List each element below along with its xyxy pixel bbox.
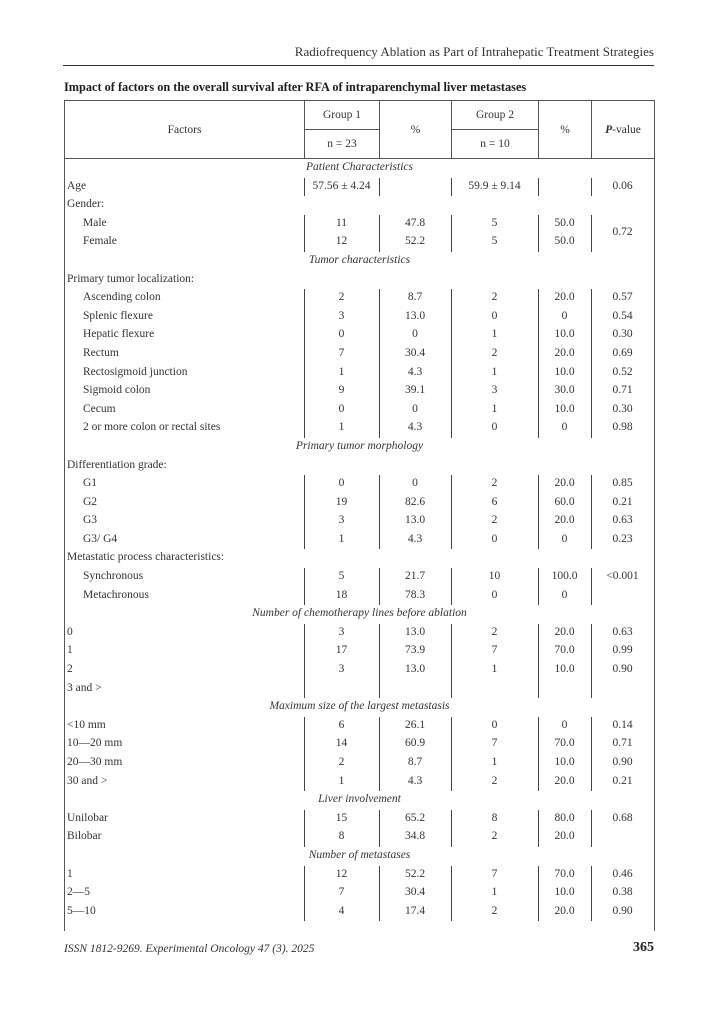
- factor-label: Bilobar: [67, 830, 102, 843]
- group2-percent: 10.0: [554, 365, 575, 378]
- group2-percent: 0: [561, 588, 568, 601]
- column-divider: [451, 680, 452, 699]
- group1-percent: 21.7: [404, 570, 426, 583]
- group-label-row: [65, 271, 654, 290]
- factor-label: 30 and >: [67, 774, 108, 787]
- table-row: [65, 326, 654, 345]
- group1-count: 5: [338, 570, 345, 583]
- header-pvalue-p: P: [605, 123, 613, 136]
- group2-count: 2: [491, 830, 498, 843]
- p-value: 0.90: [612, 904, 633, 917]
- table-row: [65, 773, 654, 792]
- group2-percent: 50.0: [554, 216, 575, 229]
- p-value: 0.14: [612, 718, 633, 731]
- factor-label: G1: [83, 477, 98, 490]
- table-body: [65, 159, 654, 921]
- group2-percent: 20.0: [554, 514, 575, 527]
- section-header-row: [65, 698, 654, 717]
- group1-count: 14: [335, 737, 348, 750]
- group2-count: 2: [491, 346, 498, 359]
- section-header-row: [65, 605, 654, 624]
- group2-count: 1: [491, 402, 498, 415]
- group2-percent: 0: [561, 309, 568, 322]
- group2-percent: 80.0: [554, 811, 575, 824]
- group1-count: 19: [335, 495, 348, 508]
- section-header-row: [65, 847, 654, 866]
- factor-label: Rectosigmoid junction: [83, 365, 188, 378]
- factor-label: G3/ G4: [83, 532, 118, 545]
- group2-percent: 30.0: [554, 384, 575, 397]
- column-divider: [591, 587, 592, 606]
- table-row: [65, 289, 654, 308]
- group2-percent: 10.0: [554, 886, 575, 899]
- section-title: Liver involvement: [318, 793, 401, 806]
- group-label: Gender:: [67, 198, 105, 211]
- group1-count: 1: [338, 774, 345, 787]
- table-row: [65, 568, 654, 587]
- group1-count: 18: [335, 588, 348, 601]
- journal-footer: ISSN 1812-9269. Experimental Oncology 47 (3). 2025: [64, 943, 315, 955]
- group2-percent: 10.0: [554, 663, 575, 676]
- group-label-row: [65, 457, 654, 476]
- p-value: 0.68: [612, 811, 633, 824]
- factor-label: 3 and >: [67, 681, 102, 694]
- group2-percent: 20.0: [554, 625, 575, 638]
- p-value: 0.57: [612, 291, 633, 304]
- table-caption: Impact of factors on the overall survival after RFA of intraparenchymal liver metastases: [64, 80, 527, 94]
- p-value: 0.90: [612, 663, 633, 676]
- group1-count: 7: [338, 346, 345, 359]
- factor-label: 20—30 mm: [67, 756, 123, 768]
- group1-percent: 4.3: [407, 421, 423, 434]
- section-title: Tumor characteristics: [308, 253, 411, 266]
- table-row: [65, 903, 654, 922]
- group1-count: 8: [338, 830, 345, 843]
- group1-count: 12: [335, 235, 348, 248]
- page-number: 365: [633, 940, 654, 955]
- header-group1: [304, 101, 379, 158]
- header-pvalue: [591, 101, 654, 158]
- table-row: [65, 680, 654, 699]
- section-title: Patient Characteristics: [305, 161, 413, 173]
- group1-count: 3: [338, 663, 345, 676]
- group1-percent: 13.0: [404, 514, 426, 527]
- table-row: [65, 364, 654, 383]
- p-value: 0.69: [612, 346, 633, 359]
- group2-count: 6: [491, 495, 498, 508]
- group2-count: 5: [491, 235, 498, 248]
- table-row: [65, 382, 654, 401]
- table-row: [65, 754, 654, 773]
- group1-count: 3: [338, 625, 345, 638]
- section-title: Number of metastases: [308, 848, 411, 861]
- group2-percent: 10.0: [554, 402, 575, 415]
- p-value: 0.38: [612, 886, 633, 899]
- survival-factors-table: [64, 100, 655, 931]
- group1-count: 57.56 ± 4.24: [312, 179, 371, 192]
- table-row: [65, 661, 654, 680]
- group2-count: 2: [491, 477, 498, 490]
- table-row: [65, 531, 654, 550]
- table-row: [65, 178, 654, 197]
- table-row: [65, 735, 654, 754]
- group1-count: 2: [338, 291, 345, 304]
- table-row: [65, 624, 654, 643]
- group2-count: 2: [491, 514, 498, 527]
- table-row: [65, 587, 654, 606]
- column-divider: [304, 680, 305, 699]
- group2-count: 1: [491, 663, 498, 676]
- group1-percent: 82.6: [404, 495, 426, 508]
- factor-label: 1: [67, 644, 73, 657]
- group2-count: 0: [491, 421, 498, 434]
- group2-count: 0: [491, 309, 498, 322]
- group1-count: 11: [335, 216, 348, 229]
- group1-count: 6: [338, 718, 345, 731]
- group2-percent: 10.0: [554, 756, 575, 768]
- group2-percent: 0: [561, 718, 568, 731]
- group2-count: 3: [491, 384, 498, 397]
- header-group2-n: n = 10: [480, 137, 510, 150]
- header-pvalue-rest: -value: [612, 123, 641, 136]
- group2-percent: 20.0: [554, 774, 575, 787]
- group1-percent: 52.2: [404, 867, 426, 880]
- group1-percent: 13.0: [404, 663, 426, 676]
- header-group1-label: Group 1: [305, 101, 379, 130]
- group1-percent: 4.3: [407, 532, 423, 545]
- table-header: [65, 101, 654, 159]
- group2-count: 7: [491, 737, 498, 750]
- group1-count: 0: [338, 477, 345, 490]
- group2-percent: 0: [561, 532, 568, 545]
- group2-count: 2: [491, 774, 498, 787]
- group1-percent: 39.1: [404, 384, 426, 397]
- group-label-row: [65, 549, 654, 568]
- p-value: 0.23: [612, 532, 633, 545]
- group1-count: 2: [338, 756, 345, 768]
- p-value: 0.85: [612, 477, 633, 490]
- p-value: 0.06: [612, 179, 633, 192]
- group1-count: 0: [338, 402, 345, 415]
- group2-percent: 50.0: [554, 235, 575, 248]
- factor-label: 1: [67, 867, 73, 880]
- group2-count: 1: [491, 756, 498, 768]
- group2-percent: 20.0: [554, 477, 575, 490]
- factor-label: <10 mm: [67, 718, 106, 731]
- factor-label: Sigmoid colon: [83, 384, 151, 397]
- group2-count: 8: [491, 811, 498, 824]
- table-row: [65, 884, 654, 903]
- group1-percent: 30.4: [404, 886, 426, 899]
- column-divider: [538, 680, 539, 699]
- factor-label: 2—5: [67, 886, 90, 899]
- group2-count: 10: [488, 570, 501, 583]
- group1-count: 3: [338, 514, 345, 527]
- group2-count: 7: [491, 644, 498, 657]
- p-value: 0.90: [612, 756, 633, 768]
- group2-percent: 60.0: [554, 495, 575, 508]
- gender-p-value: 0.72: [612, 225, 633, 238]
- group2-percent: 20.0: [554, 291, 575, 304]
- group2-percent: 20.0: [554, 830, 575, 843]
- factor-label: Rectum: [83, 346, 119, 359]
- table-row: [65, 233, 654, 252]
- factor-label: Unilobar: [67, 811, 108, 824]
- factor-label: G2: [83, 495, 98, 508]
- factor-label: 2 or more colon or rectal sites: [83, 421, 221, 434]
- group2-count: 0: [491, 588, 498, 601]
- group2-percent: 0: [561, 421, 568, 434]
- group1-count: 0: [338, 328, 345, 341]
- p-value: 0.21: [612, 495, 633, 508]
- group2-count: 2: [491, 625, 498, 638]
- group1-percent: 8.7: [407, 291, 423, 304]
- p-value: 0.30: [612, 402, 633, 415]
- header-group2-label: Group 2: [452, 101, 538, 130]
- factor-label: Metachronous: [83, 588, 149, 601]
- table-row: [65, 512, 654, 531]
- group1-percent: 13.0: [404, 625, 426, 638]
- group1-percent: 0: [412, 477, 418, 490]
- group2-percent: 70.0: [554, 737, 575, 750]
- group-label-row: [65, 196, 654, 215]
- group2-count: 1: [491, 365, 498, 378]
- group1-count: 9: [338, 384, 345, 397]
- section-header-row: [65, 791, 654, 810]
- group2-percent: 20.0: [554, 904, 575, 917]
- section-title: Primary tumor morphology: [295, 439, 424, 452]
- column-divider: [591, 680, 592, 699]
- group1-count: 15: [335, 811, 348, 824]
- group2-count: 0: [491, 718, 498, 731]
- group2-count: 59.9 ± 9.14: [468, 179, 521, 192]
- column-divider: [538, 178, 539, 197]
- column-divider: [379, 680, 380, 699]
- p-value: 0.21: [612, 774, 633, 787]
- table-row: [65, 494, 654, 513]
- header-factors-label: Factors: [167, 123, 202, 136]
- table-row: [65, 828, 654, 847]
- group1-percent: 73.9: [404, 644, 426, 657]
- group1-percent: 0: [412, 328, 418, 341]
- group1-percent: 13.0: [404, 309, 426, 322]
- p-value: 0.99: [612, 644, 633, 657]
- p-value: 0.52: [612, 365, 633, 378]
- table-row: [65, 866, 654, 885]
- table-row: [65, 345, 654, 364]
- group1-percent: 78.3: [404, 588, 426, 601]
- table-row: [65, 475, 654, 494]
- group-label: Metastatic process characteristics:: [67, 551, 225, 564]
- header-group1-n: n = 23: [327, 137, 357, 150]
- group2-percent: 70.0: [554, 644, 575, 657]
- p-value: 0.54: [612, 309, 633, 322]
- group2-count: 0: [491, 532, 498, 545]
- group1-percent: 52.2: [404, 235, 426, 248]
- group1-percent: 4.3: [407, 774, 423, 787]
- column-divider: [591, 828, 592, 847]
- group1-percent: 17.4: [404, 904, 426, 917]
- column-divider: [591, 233, 592, 252]
- factor-label: Splenic flexure: [83, 309, 153, 322]
- section-header-row: [65, 159, 654, 178]
- section-title: Number of chemotherapy lines before ablation: [252, 607, 467, 620]
- column-divider: [379, 178, 380, 197]
- group1-percent: 60.9: [404, 737, 426, 750]
- factor-label: Hepatic flexure: [83, 328, 155, 341]
- factor-label: Female: [83, 235, 117, 248]
- group1-count: 17: [335, 644, 348, 657]
- group1-count: 12: [335, 867, 348, 880]
- p-value: 0.46: [612, 867, 633, 880]
- group1-percent: 34.8: [404, 830, 426, 843]
- factor-label: Ascending colon: [83, 291, 161, 304]
- group1-percent: 0: [412, 402, 418, 415]
- header-rule: [63, 65, 654, 66]
- table-row: [65, 215, 654, 238]
- group2-percent: 10.0: [554, 328, 575, 341]
- group2-percent: 70.0: [554, 867, 575, 880]
- group1-count: 1: [338, 365, 345, 378]
- table-row: [65, 401, 654, 420]
- group2-percent: 100.0: [551, 570, 578, 583]
- group2-count: 5: [491, 216, 498, 229]
- factor-label: 2: [67, 663, 73, 676]
- p-value: 0.71: [612, 737, 633, 750]
- factor-label: 0: [67, 625, 73, 638]
- factor-label: Synchronous: [83, 570, 144, 583]
- p-value: <0.001: [606, 570, 639, 583]
- section-header-row: [65, 438, 654, 457]
- group2-count: 1: [491, 886, 498, 899]
- factor-label: 10—20 mm: [67, 737, 123, 750]
- group1-percent: 65.2: [404, 811, 426, 824]
- group2-count: 1: [491, 328, 498, 341]
- header-pct1: [379, 101, 451, 158]
- group1-percent: 8.7: [407, 756, 423, 768]
- group-label: Primary tumor localization:: [67, 272, 195, 285]
- group-label: Differentiation grade:: [67, 458, 167, 471]
- p-value: 0.98: [612, 421, 633, 434]
- p-value: 0.71: [612, 384, 633, 397]
- factor-label: Age: [67, 179, 87, 192]
- header-group2: [451, 101, 538, 158]
- group2-count: 2: [491, 904, 498, 917]
- header-pct2: [538, 101, 591, 158]
- group2-percent: 20.0: [554, 346, 575, 359]
- table-row: [65, 308, 654, 327]
- section-title: Maximum size of the largest metastasis: [269, 700, 450, 713]
- table-row: [65, 642, 654, 661]
- factor-label: 5—10: [67, 904, 96, 917]
- group1-count: 4: [338, 904, 345, 917]
- header-factors: [65, 101, 304, 158]
- group1-count: 1: [338, 532, 345, 545]
- group1-percent: 30.4: [404, 346, 426, 359]
- factor-label: G3: [83, 514, 98, 527]
- group1-percent: 4.3: [407, 365, 423, 378]
- group1-percent: 47.8: [404, 216, 426, 229]
- header-pct2-label: %: [560, 123, 570, 136]
- table-row: [65, 419, 654, 438]
- group2-count: 2: [491, 291, 498, 304]
- table-row: [65, 717, 654, 736]
- factor-label: Cecum: [83, 402, 116, 415]
- group1-count: 3: [338, 309, 345, 322]
- section-header-row: [65, 252, 654, 271]
- table-row: [65, 810, 654, 829]
- running-head: Radiofrequency Ablation as Part of Intrahepatic Treatment Strategies: [294, 44, 654, 59]
- factor-label: Male: [83, 216, 107, 229]
- group1-percent: 26.1: [404, 718, 426, 731]
- p-value: 0.63: [612, 625, 633, 638]
- group2-count: 7: [491, 867, 498, 880]
- group1-count: 7: [338, 886, 345, 899]
- p-value: 0.30: [612, 328, 633, 341]
- header-pct1-label: %: [410, 123, 421, 136]
- group1-count: 1: [338, 421, 345, 434]
- p-value: 0.63: [612, 514, 633, 527]
